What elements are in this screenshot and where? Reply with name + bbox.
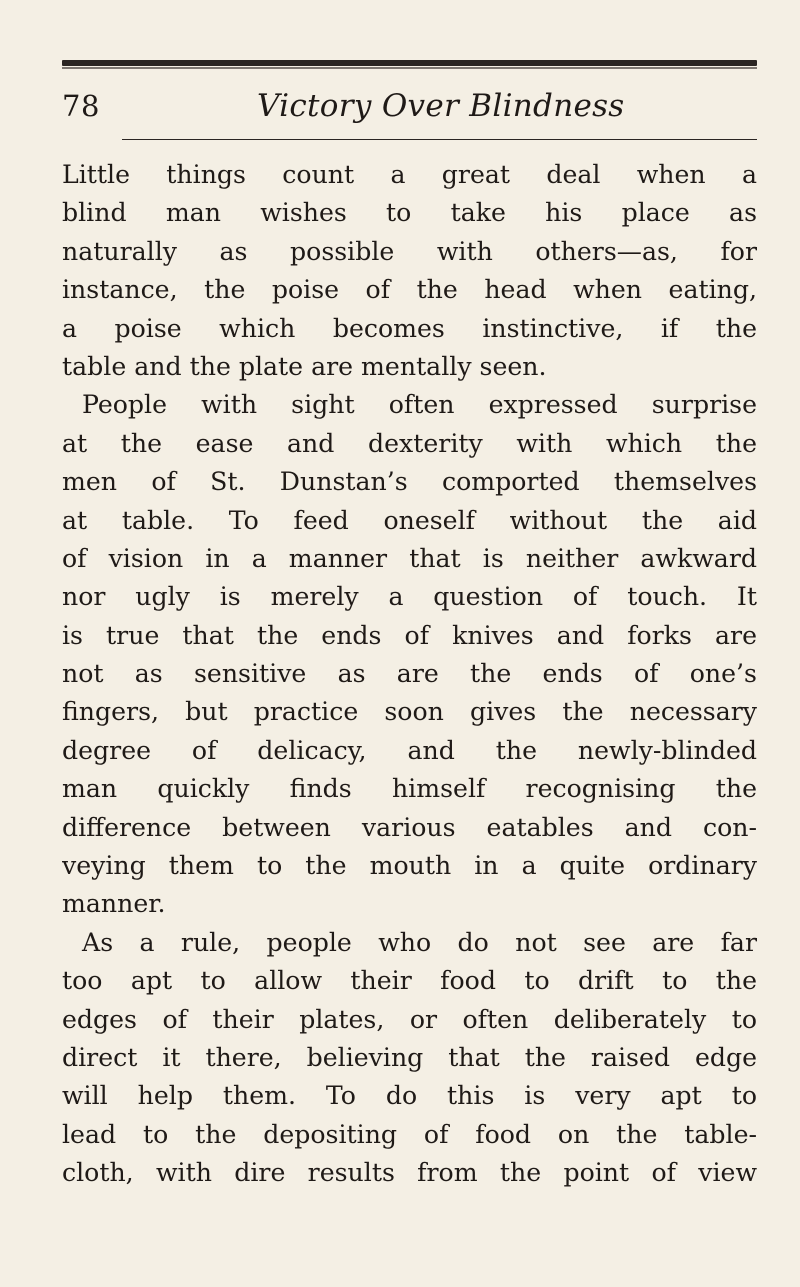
text-line: edges of their plates, or often deliberately to	[62, 1004, 757, 1034]
text-line: at the ease and dexterity with which the	[62, 428, 757, 458]
text-line: will help them. To do this is very apt to	[62, 1081, 757, 1111]
text-line: not as sensitive as are the ends of one’s	[62, 659, 757, 689]
text-line: As a rule, people who do not see are far	[82, 927, 757, 957]
text-line: naturally as possible with others—as, for	[62, 236, 757, 266]
text-line: lead to the depositing of food on the table-	[62, 1119, 757, 1149]
text-line: table and the plate are mentally seen.	[62, 351, 547, 381]
book-title: Victory Over Blindness	[257, 88, 625, 124]
text-line: too apt to allow their food to drift to the	[62, 966, 757, 996]
text-line: direct it there, believing that the raised edge	[62, 1042, 757, 1072]
text-line: fingers, but practice soon gives the necessary	[62, 697, 757, 727]
text-line: instance, the poise of the head when eating,	[62, 275, 757, 305]
header-rule	[122, 139, 757, 140]
text-line: Little things count a great deal when a	[62, 160, 757, 189]
running-head	[62, 88, 757, 128]
text-line: manner.	[62, 889, 166, 919]
text-line: degree of delicacy, and the newly-blinded	[62, 735, 757, 765]
top-border-rule	[62, 60, 757, 66]
text-line: veying them to the mouth in a quite ordinary	[62, 851, 757, 881]
text-line: is true that the ends of knives and forks are	[62, 620, 757, 650]
text-line: of vision in a manner that is neither awkward	[62, 543, 757, 573]
text-line: blind man wishes to take his place as	[62, 198, 757, 228]
text-line: men of St. Dunstan’s comported themselves	[62, 467, 757, 497]
text-line: cloth, with dire results from the point of view	[62, 1158, 757, 1188]
text-line: at table. To feed oneself without the aid	[62, 505, 757, 535]
text-line: a poise which becomes instinctive, if the	[62, 313, 757, 343]
text-line: man quickly finds himself recognising the	[62, 774, 757, 804]
text-line: nor ugly is merely a question of touch. It	[62, 582, 757, 612]
page-number: 78	[62, 89, 100, 123]
text-line: People with sight often expressed surprise	[82, 390, 757, 420]
body-text	[62, 156, 757, 1193]
text-line: difference between various eatables and con-	[62, 812, 757, 842]
